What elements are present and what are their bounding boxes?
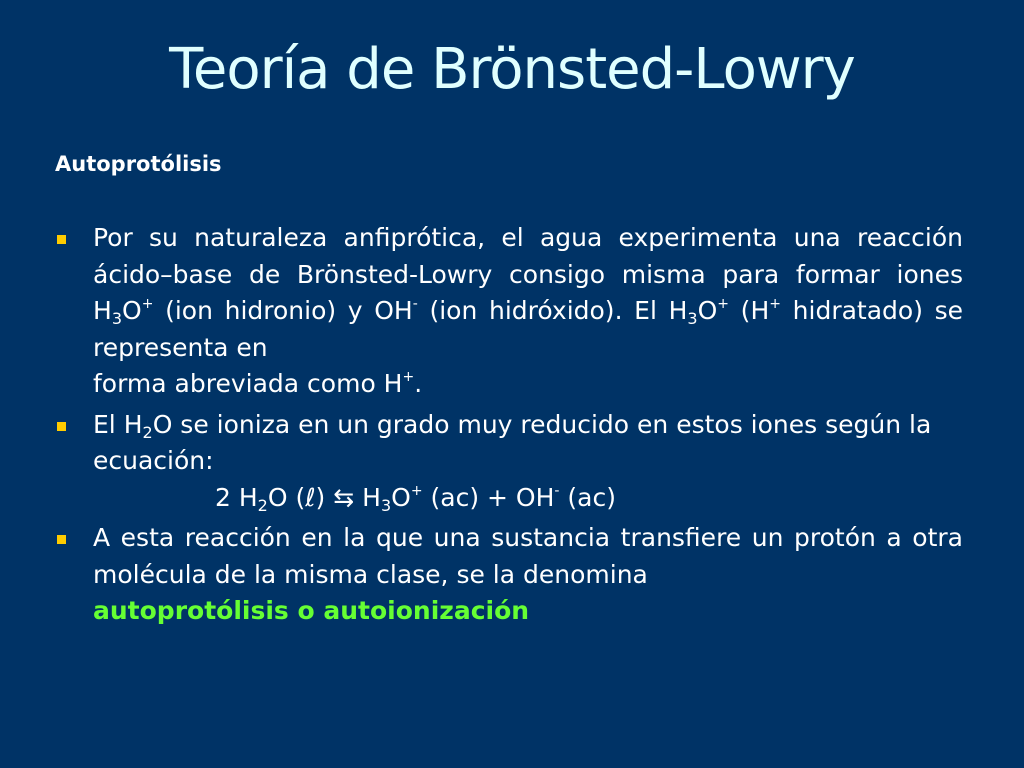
- superscript: +: [402, 369, 415, 385]
- slide-title: Teoría de Brönsted-Lowry: [169, 37, 855, 102]
- square-bullet-icon: [57, 422, 66, 431]
- superscript: -: [412, 296, 418, 312]
- subscript: 3: [687, 309, 698, 328]
- text: O se ioniza en un grado muy reducido en estos iones según la ecuación:: [93, 409, 932, 475]
- superscript: +: [141, 296, 154, 312]
- text: .: [414, 369, 423, 398]
- bullet-list: [55, 220, 963, 634]
- ionization-equation: [93, 480, 963, 517]
- text: (H: [729, 296, 770, 325]
- bullet-item-2: [55, 407, 963, 517]
- superscript: +: [410, 482, 423, 499]
- bullet-item-3: [55, 520, 963, 630]
- superscript: +: [769, 296, 781, 312]
- text: forma abreviada como H: [93, 369, 403, 398]
- square-bullet-icon: [57, 235, 66, 244]
- text: (ion hidronio) y OH: [153, 296, 413, 325]
- text: O: [697, 296, 718, 325]
- subscript: 2: [257, 495, 268, 515]
- text: 2 H: [215, 482, 258, 512]
- square-bullet-icon: [57, 535, 66, 544]
- bullet-1-text-a: Por su naturaleza anfiprótica, el agua experimenta una reacción ácido–base de Brönsted-Lowry consigo misma para formar iones H: [93, 223, 963, 325]
- text: O: [391, 482, 411, 512]
- slide-subtitle: Autoprotólisis: [55, 152, 222, 176]
- subscript: 2: [142, 422, 153, 442]
- text: hidratado) se representa en: [93, 296, 964, 362]
- text: (ion hidróxido). El H: [417, 296, 688, 325]
- highlighted-term: autoprotólisis o autoionización: [93, 596, 530, 625]
- subscript: 3: [380, 495, 392, 515]
- superscript: -: [554, 482, 560, 499]
- superscript: +: [717, 296, 730, 312]
- bullet-item-1: [55, 220, 963, 403]
- subscript: 3: [111, 309, 122, 328]
- text: O (ℓ) ⇆ H: [267, 482, 381, 512]
- text: (ac) + OH: [422, 482, 555, 512]
- bullet-1-last-line: [93, 366, 963, 403]
- text: O: [122, 296, 142, 325]
- text: A esta reacción en la que una sustancia transfiere un protón a otra molécula de la misma clase, se la denomina: [93, 523, 963, 589]
- text: El H: [93, 409, 143, 439]
- text: (ac): [559, 482, 616, 512]
- highlight-line: [93, 593, 963, 630]
